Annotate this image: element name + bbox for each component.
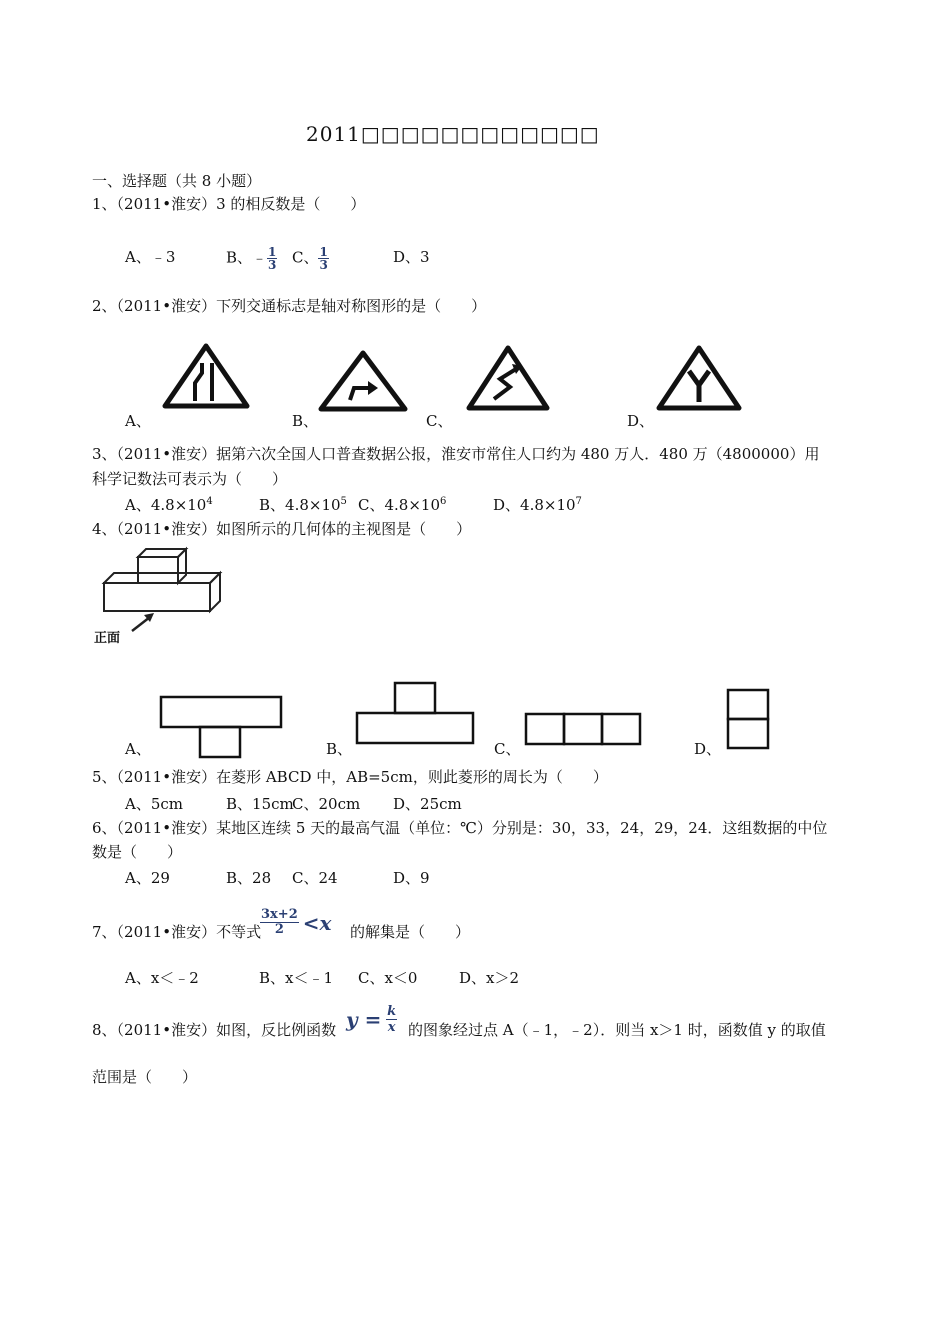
sign-winding-road-icon xyxy=(466,345,550,411)
q2-option-d: D、 xyxy=(627,412,655,430)
q3-option-d xyxy=(493,494,582,515)
q2-stem: 2、（2011•淮安）下列交通标志是轴对称图形的是（ ） xyxy=(92,297,487,315)
q5-option-d: D、25cm xyxy=(393,795,462,813)
q7-stem-prefix: 7、（2011•淮安）不等式 xyxy=(92,923,262,941)
sign-lane-narrow-icon xyxy=(162,343,250,409)
q8-stem-suffix: 的图象经过点 A（﹣1，﹣2）．则当 x＞1 时，函数值 y 的取值 xyxy=(408,1021,826,1039)
q5-stem: 5、（2011•淮安）在菱形 ABCD 中，AB=5cm，则此菱形的周长为（ ） xyxy=(92,768,608,786)
q1-option-c-fraction xyxy=(318,246,328,271)
view-option-b-image xyxy=(354,680,476,746)
page-title: 2011□□□□□□□□□□□□ xyxy=(306,122,600,146)
q7-option-b: B、x＜﹣1 xyxy=(259,969,334,987)
q8-stem-prefix: 8、（2011•淮安）如图，反比例函数 xyxy=(92,1021,337,1039)
q3-option-a xyxy=(125,494,213,515)
q1-stem: 1、（2011•淮安）3 的相反数是（ ） xyxy=(92,195,366,213)
q4-option-a: A、 xyxy=(125,740,151,758)
q1-option-c-prefix: C、 xyxy=(292,248,319,267)
q6-stem-line2: 数是（ ） xyxy=(92,843,183,861)
q6-option-a: A、29 xyxy=(125,869,170,887)
q8-function-lhs: y = xyxy=(346,1007,382,1032)
fraction-denominator: 2 xyxy=(274,922,284,937)
q7-inequality-rhs: <x xyxy=(302,910,332,935)
q5-option-b: B、15cm xyxy=(226,795,294,813)
q6-option-c: C、24 xyxy=(292,869,338,887)
q1-option-b-prefix: B、﹣ xyxy=(226,248,268,267)
view-option-a-image xyxy=(158,694,284,760)
fraction-numerator: 1 xyxy=(268,245,277,259)
fraction-denominator: 3 xyxy=(268,258,277,272)
q3-option-c-base: C、4.8×10 xyxy=(358,496,440,514)
q2-option-b: B、 xyxy=(292,412,319,430)
q1-option-a: A、﹣3 xyxy=(125,248,176,266)
q7-option-d: D、x＞2 xyxy=(459,969,520,987)
q4-option-b: B、 xyxy=(326,740,353,758)
q3-option-b-base: B、4.8×10 xyxy=(259,496,341,514)
q6-option-b: B、28 xyxy=(226,869,272,887)
sign-y-junction-icon xyxy=(656,345,742,411)
q4-stem: 4、（2011•淮安）如图所示的几何体的主视图是（ ） xyxy=(92,520,472,538)
q6-option-d: D、9 xyxy=(393,869,430,887)
q4-option-d: D、 xyxy=(694,740,722,758)
q1-option-c xyxy=(292,246,329,271)
fraction-numerator: 1 xyxy=(319,245,328,259)
q3-option-c xyxy=(358,494,446,515)
fraction-numerator: k xyxy=(387,1004,397,1019)
q4-option-c: C、 xyxy=(494,740,521,758)
section-heading: 一、选择题（共 8 小题） xyxy=(92,172,262,190)
fraction-denominator: 3 xyxy=(319,258,328,272)
q2-option-c: C、 xyxy=(426,412,453,430)
view-option-d-image xyxy=(725,687,771,751)
fraction-numerator: 3x+2 xyxy=(261,907,298,922)
q7-stem-suffix: 的解集是（ ） xyxy=(350,923,471,941)
view-option-c-image xyxy=(523,711,645,747)
q8-fraction xyxy=(386,1004,397,1035)
q3-option-b xyxy=(259,494,347,515)
q5-option-a: A、5cm xyxy=(125,795,184,813)
sign-right-turn-icon xyxy=(318,350,408,412)
q1-option-d: D、3 xyxy=(393,248,430,266)
q7-fraction xyxy=(260,908,299,937)
q3-option-a-exponent: 4 xyxy=(206,496,213,507)
q3-stem-line2: 科学记数法可表示为（ ） xyxy=(92,470,288,488)
q7-option-c: C、x＜0 xyxy=(358,969,418,987)
q3-stem-line1: 3、（2011•淮安）据第六次全国人口普查数据公报，淮安市常住人口约为 480 万人．480 万（4800000）用 xyxy=(92,445,820,463)
front-view-label: 正面 xyxy=(94,631,121,646)
q3-option-b-exponent: 5 xyxy=(340,496,347,507)
q3-option-d-base: D、4.8×10 xyxy=(493,496,576,514)
q8-function xyxy=(346,1004,397,1035)
q6-stem-line1: 6、（2011•淮安）某地区连续 5 天的最高气温（单位：℃）分别是：30，33，24，29，24．这组数据的中位 xyxy=(92,819,828,837)
q5-option-c: C、20cm xyxy=(292,795,361,813)
q2-option-a: A、 xyxy=(125,412,151,430)
q1-option-b-fraction xyxy=(267,246,277,271)
q3-option-a-base: A、4.8×10 xyxy=(125,496,207,514)
q3-option-c-exponent: 6 xyxy=(440,496,447,507)
q7-option-a: A、x＜﹣2 xyxy=(125,969,199,987)
q7-inequality xyxy=(260,908,331,937)
q3-option-d-exponent: 7 xyxy=(575,496,582,507)
fraction-denominator: x xyxy=(387,1020,396,1035)
q1-option-b xyxy=(226,246,277,271)
q8-stem-line2: 范围是（ ） xyxy=(92,1068,198,1086)
